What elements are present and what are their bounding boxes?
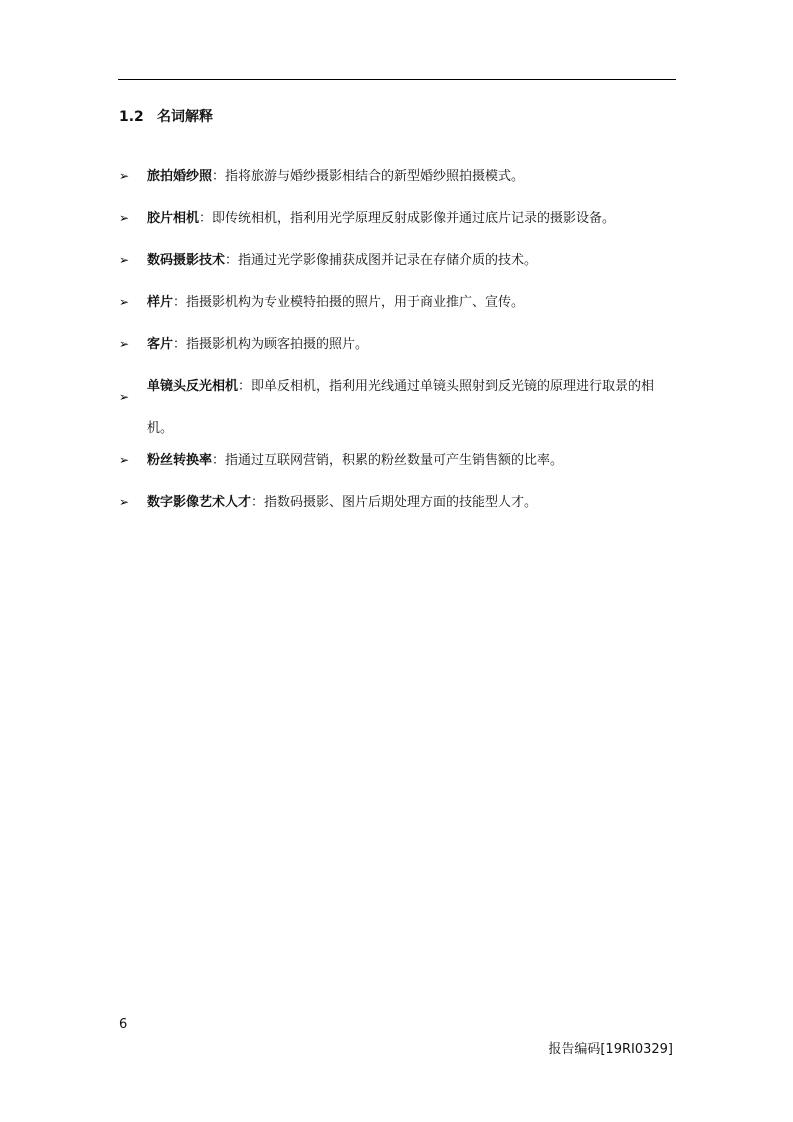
term-name: 样片 bbox=[147, 295, 174, 310]
term-definition: 指通过互联网营销，积累的粉丝数量可产生销售额的比率。 bbox=[225, 453, 564, 468]
section-number: 1.2 bbox=[119, 109, 144, 125]
arrow-bullet-icon: ➢ bbox=[119, 495, 130, 509]
term-colon: ： bbox=[225, 253, 239, 268]
list-item bbox=[119, 334, 679, 355]
term-definition: 指摄影机构为专业模特拍摄的照片，用于商业推广、宣传。 bbox=[186, 295, 525, 310]
term-definition: 指通过光学影像捕获成图并记录在存储介质的技术。 bbox=[238, 253, 538, 268]
term-name: 单镜头反光相机 bbox=[147, 379, 239, 394]
term-colon: ： bbox=[212, 453, 226, 468]
term-definition: 指数码摄影、图片后期处理方面的技能型人才。 bbox=[264, 495, 538, 510]
term-colon: ： bbox=[212, 169, 226, 184]
term-name: 粉丝转换率 bbox=[147, 453, 213, 468]
term-colon: ： bbox=[251, 495, 265, 510]
list-item bbox=[119, 366, 679, 450]
section-title: 名词解释 bbox=[157, 109, 213, 125]
section-heading bbox=[119, 106, 213, 126]
term-name: 数字影像艺术人才 bbox=[147, 495, 252, 510]
list-item bbox=[119, 292, 679, 313]
list-item bbox=[119, 450, 679, 471]
arrow-bullet-icon: ➢ bbox=[119, 211, 130, 225]
term-definition: 即单反相机，指利用光线通过单镜头照射到反光镜的原理进行取景的相机。 bbox=[147, 379, 655, 436]
glossary-list bbox=[119, 166, 679, 534]
term-definition: 即传统相机，指利用光学原理反射成影像并通过底片记录的摄影设备。 bbox=[212, 211, 616, 226]
term-name: 胶片相机 bbox=[147, 211, 200, 226]
header-rule bbox=[118, 79, 676, 80]
arrow-bullet-icon: ➢ bbox=[119, 169, 130, 183]
arrow-bullet-icon: ➢ bbox=[119, 295, 130, 309]
arrow-bullet-icon: ➢ bbox=[119, 453, 130, 467]
term-name: 客片 bbox=[147, 337, 174, 352]
term-name: 数码摄影技术 bbox=[147, 253, 226, 268]
term-name: 旅拍婚纱照 bbox=[147, 169, 213, 184]
term-definition: 指摄影机构为顾客拍摄的照片。 bbox=[186, 337, 369, 352]
arrow-bullet-icon: ➢ bbox=[119, 390, 130, 404]
term-colon: ： bbox=[173, 295, 187, 310]
term-colon: ： bbox=[238, 379, 252, 394]
arrow-bullet-icon: ➢ bbox=[119, 337, 130, 351]
list-item bbox=[119, 208, 679, 229]
page-number: 6 bbox=[119, 1017, 128, 1032]
list-item bbox=[119, 250, 679, 271]
arrow-bullet-icon: ➢ bbox=[119, 253, 130, 267]
list-item bbox=[119, 492, 679, 513]
list-item bbox=[119, 166, 679, 187]
term-colon: ： bbox=[199, 211, 213, 226]
report-code: 报告编码[19RI0329] bbox=[548, 1042, 673, 1057]
term-definition: 指将旅游与婚纱摄影相结合的新型婚纱照拍摄模式。 bbox=[225, 169, 525, 184]
term-colon: ： bbox=[173, 337, 187, 352]
